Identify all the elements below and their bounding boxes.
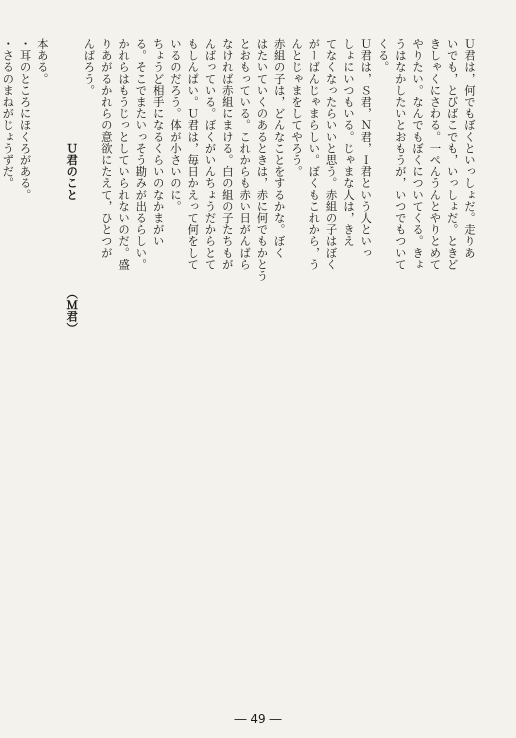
text-column: はたいていくのあるときは，赤に何でもかとう <box>255 38 270 282</box>
text-column: なければ赤組にまける。白の組の子たちもが <box>220 38 235 270</box>
text-column: んばろう。 <box>82 38 97 96</box>
text-column: きしゃくにさわる。一ぺんうんとやりとめて <box>428 38 443 270</box>
text-column: る。そこでまたいっそう勘みが出るらしい。 <box>134 38 149 270</box>
text-column: とおもっている。これからも赤い日がんばら <box>238 38 253 270</box>
text-column: かれらはもうじっとしていられないのだ。盛 <box>117 38 132 270</box>
text-column: Ｕ君は，Ｓ君，Ｎ君，Ｉ君という人といっ <box>359 38 374 259</box>
section-heading: Ｕ君のこと （Ｍ君） <box>65 38 80 334</box>
text-column: くる。 <box>376 38 391 73</box>
text-column: ・さるのまねがじょうずだ。 <box>1 38 16 189</box>
text-column: いでも，とびばこでも，いっしょだ。ときど <box>445 38 460 270</box>
text-column: 本ある。 <box>35 38 50 85</box>
text-column: んばっている。ぼくがいんちょうだからとて <box>203 38 218 270</box>
page-number: ― 49 ― <box>234 712 282 726</box>
text-column: んとじゃまをしてやろう。 <box>290 38 305 178</box>
text-column: りあがるかれらの意欲にたえて，ひとつが <box>99 38 114 259</box>
text-column: てなくなったらいいと思う。赤組の子はぼく <box>324 38 339 270</box>
text-column: ・耳のところにほくろがある。 <box>18 38 33 201</box>
text-column: Ｕ君は，何でもぼくといっしょだ。走りあ <box>463 38 477 259</box>
text-column: しょにいつもいる。じゃまな人は，きえ <box>341 38 356 247</box>
text-column: 赤組の子は，どんなことをするかな。ぼく <box>272 38 287 259</box>
vertical-text-block <box>1 38 478 670</box>
text-column: がーばんじゃまらしい。ぼくもこれから，う <box>307 38 322 270</box>
text-column: うはなかしたいとおもうが，いつでもついて <box>393 38 408 270</box>
text-column: いるのだろう。体が小さいのに。 <box>168 38 183 212</box>
text-column: やりたい。なんでもぼくについてくる。きょ <box>411 38 426 270</box>
text-column: もしんぱい。Ｕ君は，毎日かえって何をして <box>186 38 201 270</box>
text-column: ちょうど相手になるくらいのなかまがい <box>151 38 166 247</box>
